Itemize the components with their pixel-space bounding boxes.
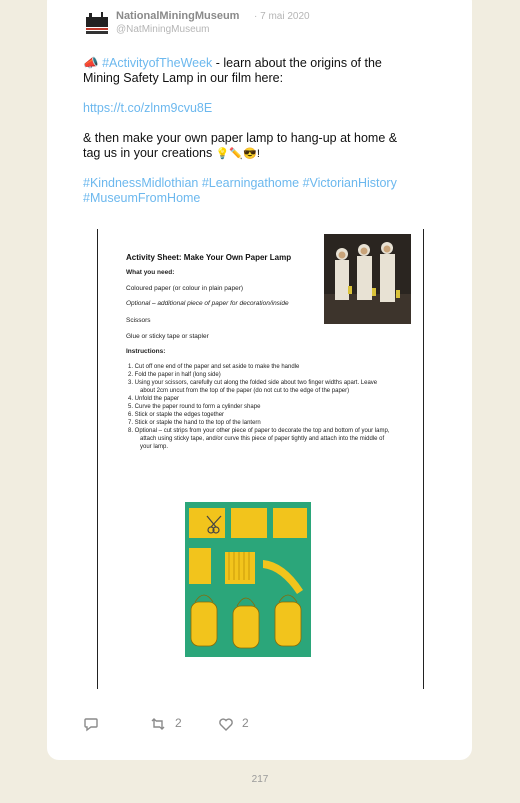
tweet-date[interactable]: · 7 mai 2020 (254, 11, 310, 22)
lamp-craft-illustration (185, 502, 311, 657)
like-heart-icon[interactable] (218, 716, 234, 732)
sheet-step: 3. Using your scissors, carefully cut along the folded side about two finger widths apart. Leave about 2cm uncut from the top of the paper (do not cut to the edge of the paper) (128, 380, 378, 394)
sheet-instructions-heading: Instructions: (126, 348, 166, 355)
sheet-step: 7. Stick or staple the hand to the top of the lantern (128, 420, 261, 426)
hashtag-activity[interactable]: #ActivityofTheWeek (102, 56, 213, 70)
emoji-group: 💡✏️😎! (215, 148, 260, 160)
tweet-text-line-2: Mining Safety Lamp in our film here: (83, 71, 284, 85)
sheet-step: 6. Stick or staple the edges together (128, 412, 225, 418)
retweet-count: 2 (175, 716, 182, 730)
sheet-need-item: Coloured paper (or colour in plain paper) (126, 285, 244, 292)
page-number: 217 (251, 774, 269, 785)
sheet-steps (128, 363, 393, 451)
activity-sheet-image[interactable] (97, 229, 424, 689)
retweet-icon[interactable] (150, 716, 166, 732)
sheet-step: 2. Fold the paper in half (long side) (128, 372, 221, 378)
sheet-need-item: Glue or sticky tape or stapler (126, 333, 209, 340)
sheet-need-item: Optional – additional piece of paper for decoration/inside (126, 300, 289, 307)
sheet-step: 4. Unfold the paper (128, 396, 180, 402)
sheet-need-item: Scissors (126, 317, 151, 324)
sheet-step: 8. Optional – cut strips from your other piece of paper to decorate the top and bottom of your lamp, attach using sticky tape, and/or curve this piece of paper tightly and attach into the middle of your lamp. (128, 428, 390, 450)
account-name[interactable]: NationalMiningMuseum (116, 10, 240, 22)
tweet-text-line-4 (83, 146, 413, 162)
reply-icon[interactable] (83, 716, 99, 732)
hashtags-line-1[interactable]: #KindnessMidlothian #Learningathome #VictorianHistory (83, 176, 397, 190)
sheet-title: Activity Sheet: Make Your Own Paper Lamp (126, 253, 292, 262)
museum-logo-avatar[interactable] (83, 9, 111, 37)
sheet-step: 5. Curve the paper round to form a cylinder shape (128, 404, 261, 410)
megaphone-icon: 📣 (83, 56, 99, 70)
tweet-text-line-3: & then make your own paper lamp to hang-up at home & (83, 131, 398, 145)
sheet-need-heading: What you need: (126, 269, 175, 276)
miners-photo (324, 234, 411, 324)
tweet-text-line-1 (83, 56, 413, 71)
tweet-url-link[interactable]: https://t.co/zlnm9cvu8E (83, 101, 213, 115)
tweet-text-segment: - learn about the origins of the (212, 56, 382, 70)
sheet-step: 1. Cut off one end of the paper and set aside to make the handle (128, 364, 300, 370)
tweet-text-segment: tag us in your creations (83, 146, 213, 160)
hashtags-line-2[interactable]: #MuseumFromHome (83, 191, 201, 205)
like-count: 2 (242, 716, 249, 730)
account-handle[interactable]: @NatMiningMuseum (116, 24, 210, 35)
